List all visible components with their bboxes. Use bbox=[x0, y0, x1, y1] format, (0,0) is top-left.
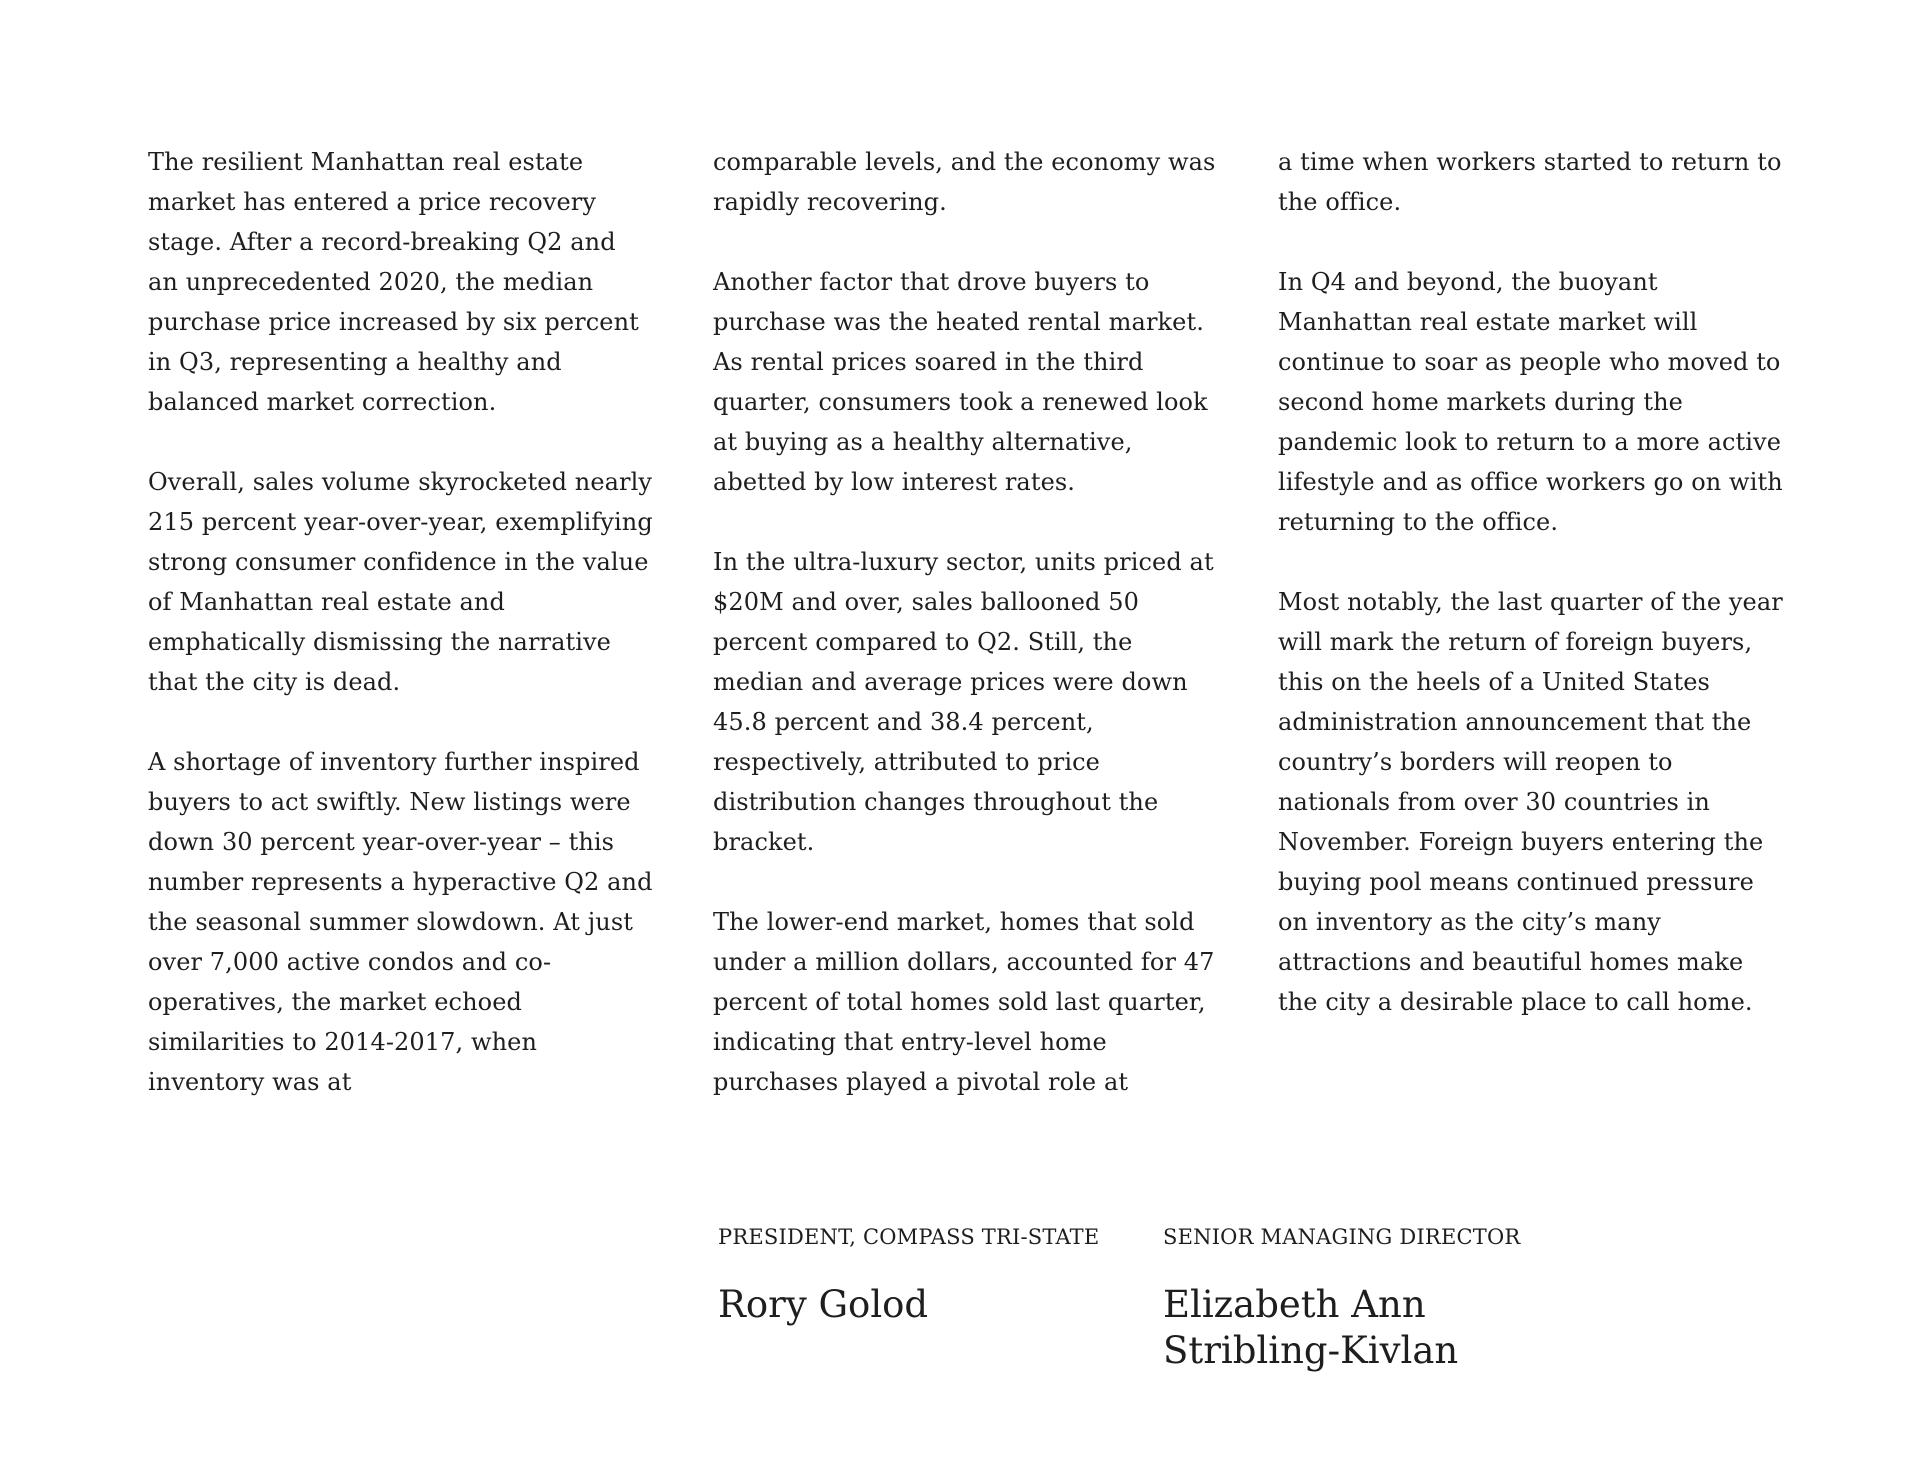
paragraph: comparable levels, and the economy was rapidly recovering. bbox=[713, 148, 1216, 216]
paragraph: Another factor that drove buyers to purchase was the heated rental market. As rental prices soared in the third quarter, consumers took a renewed look at buying as a healthy alternative, abetted by low interest rates. bbox=[713, 268, 1208, 496]
paragraph: Most notably, the last quarter of the year will mark the return of foreign buyers, this on the heels of a United States administration announcement that the country’s borders will reopen to nationals from over 30 countries in November. Foreign buyers entering the buying pool means continued pressure on inventory as the city’s many attractions and beautiful homes make the city a desirable place to call home. bbox=[1278, 588, 1783, 1016]
signature-title: SENIOR MANAGING DIRECTOR bbox=[1163, 1225, 1521, 1249]
paragraph: A shortage of inventory further inspired buyers to act swiftly. New listings were down 30 percent year-over-year – this number represents a hyperactive Q2 and the seasonal summer slowdown. At just over 7,000 active condos and co-operatives, the market echoed similarities to 2014-2017, when inventory was at bbox=[148, 748, 653, 1096]
signature-title: PRESIDENT, COMPASS TRI-STATE bbox=[718, 1225, 1100, 1249]
signature-senior-managing-director bbox=[1163, 1222, 1583, 1374]
signature-name: Rory Golod bbox=[718, 1283, 929, 1326]
signature-block bbox=[718, 1222, 1618, 1402]
article-column-3 bbox=[1278, 142, 1783, 1062]
signature-name: Elizabeth Ann Stribling-Kivlan bbox=[1163, 1283, 1459, 1372]
paragraph: The lower-end market, homes that sold under a million dollars, accounted for 47 percent of total homes sold last quarter, indicating that entry-level home purchases played a pivotal role at bbox=[713, 908, 1215, 1096]
paragraph: Overall, sales volume skyrocketed nearly 215 percent year-over-year, exemplifying strong consumer confidence in the value of Manhattan real estate and emphatically dismissing the narrative that the city is dead. bbox=[148, 468, 653, 696]
paragraph: a time when workers started to return to the office. bbox=[1278, 148, 1782, 216]
article-body bbox=[148, 142, 1788, 1122]
article-column-1 bbox=[148, 142, 653, 1142]
paragraph: The resilient Manhattan real estate market has entered a price recovery stage. After a record-breaking Q2 and an unprecedented 2020, the median purchase price increased by six percent in Q3, representing a healthy and balanced market correction. bbox=[148, 148, 639, 416]
article-column-2 bbox=[713, 142, 1218, 1142]
paragraph: In Q4 and beyond, the buoyant Manhattan real estate market will continue to soar as people who moved to second home markets during the pandemic look to return to a more active lifestyle and as office workers go on with returning to the office. bbox=[1278, 268, 1783, 536]
signature-president bbox=[718, 1222, 1138, 1328]
paragraph: In the ultra-luxury sector, units priced at $20M and over, sales ballooned 50 percent compared to Q2. Still, the median and average prices were down 45.8 percent and 38.4 percent, respectively, attributed to price distribution changes throughout the bracket. bbox=[713, 548, 1214, 856]
